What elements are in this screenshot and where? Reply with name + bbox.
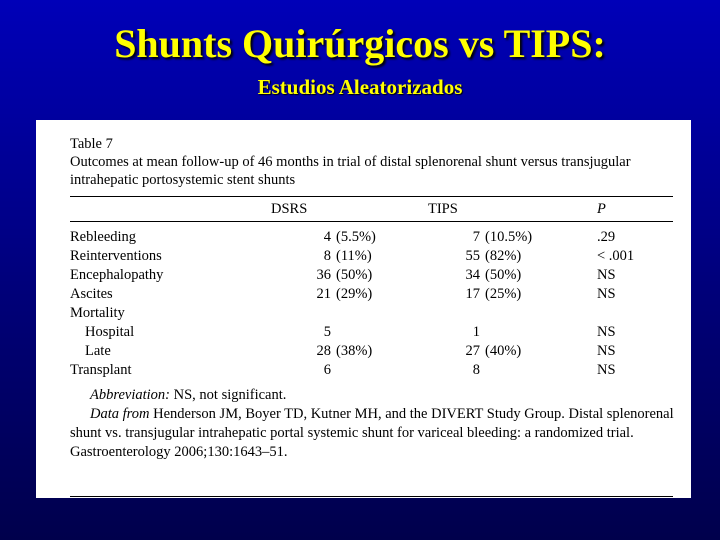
header-p-value: P — [597, 201, 606, 217]
row-label: Transplant — [70, 362, 132, 378]
cell-p-value: NS — [597, 324, 616, 340]
header-tips: TIPS — [428, 201, 458, 217]
table-row — [36, 266, 691, 285]
cell-p-value: NS — [597, 362, 616, 378]
footnote-source — [70, 405, 674, 462]
cell-tips-percent: (10.5%) — [485, 229, 533, 245]
cell-tips-percent: (50%) — [485, 267, 522, 283]
row-label: Rebleeding — [70, 229, 137, 245]
cell-tips-count: 7 — [472, 229, 480, 245]
slide-title: Shunts Quirúrgicos vs TIPS: — [114, 21, 606, 66]
cell-tips-percent: (25%) — [485, 286, 522, 302]
cell-tips-count: 34 — [465, 267, 480, 283]
cell-p-value: < .001 — [597, 248, 635, 264]
cell-dsrs-count: 8 — [323, 248, 331, 264]
cell-dsrs-count: 21 — [316, 286, 331, 302]
cell-dsrs-count: 4 — [323, 229, 331, 245]
header-dsrs: DSRS — [271, 201, 308, 217]
row-label: Late — [85, 343, 111, 359]
table-label: Table 7 — [70, 136, 113, 152]
cell-p-value: NS — [597, 343, 616, 359]
table-caption: Outcomes at mean follow-up of 46 months in trial of distal splenorenal shunt versus transjugular intrahepatic portosystemic stent shunts — [70, 154, 631, 188]
cell-dsrs-percent: (50%) — [336, 267, 373, 283]
cell-p-value: NS — [597, 267, 616, 283]
row-label: Hospital — [85, 324, 135, 340]
footnote-abbreviation-key: Abbreviation: — [90, 387, 170, 403]
cell-dsrs-percent: (29%) — [336, 286, 373, 302]
cell-tips-percent: (82%) — [485, 248, 522, 264]
table-row — [36, 342, 691, 361]
cell-tips-count: 27 — [465, 343, 480, 359]
cell-p-value: .29 — [597, 229, 616, 245]
table-panel — [36, 120, 691, 498]
footnote-abbreviation — [70, 386, 674, 405]
footnote-source-key: Data from — [90, 406, 150, 422]
footnote-abbreviation-text: NS, not significant. — [173, 387, 287, 403]
cell-tips-count: 17 — [465, 286, 480, 302]
cell-tips-count: 1 — [472, 324, 480, 340]
table-row — [36, 285, 691, 304]
table-header-rule — [70, 221, 673, 222]
cell-p-value: NS — [597, 286, 616, 302]
cell-tips-count: 55 — [465, 248, 480, 264]
table-row — [36, 361, 691, 380]
cell-tips-count: 8 — [472, 362, 480, 378]
cell-dsrs-count: 28 — [316, 343, 331, 359]
cell-dsrs-count: 5 — [323, 324, 331, 340]
table-row — [36, 228, 691, 247]
cell-dsrs-percent: (38%) — [336, 343, 373, 359]
row-label: Mortality — [70, 305, 125, 321]
table-header-row — [36, 200, 691, 219]
table-row — [36, 304, 691, 323]
row-label: Ascites — [70, 286, 113, 302]
row-label: Reinterventions — [70, 248, 162, 264]
table-row — [36, 323, 691, 342]
slide-subtitle: Estudios Aleatorizados — [257, 75, 463, 99]
table-bottom-rule — [70, 496, 673, 497]
table-row — [36, 247, 691, 266]
cell-tips-percent: (40%) — [485, 343, 522, 359]
cell-dsrs-percent: (5.5%) — [336, 229, 376, 245]
cell-dsrs-count: 6 — [323, 362, 331, 378]
footnote-source-text: Henderson JM, Boyer TD, Kutner MH, and the DIVERT Study Group. Distal splenorenal shunt vs. transjugular intrahepatic portal systemic shunt for variceal bleeding: a randomized trial. Gastroenterology 2006;130:1643–51. — [70, 406, 674, 460]
row-label: Encephalopathy — [70, 267, 164, 283]
table-top-rule — [70, 196, 673, 197]
cell-dsrs-count: 36 — [316, 267, 331, 283]
cell-dsrs-percent: (11%) — [336, 248, 372, 264]
